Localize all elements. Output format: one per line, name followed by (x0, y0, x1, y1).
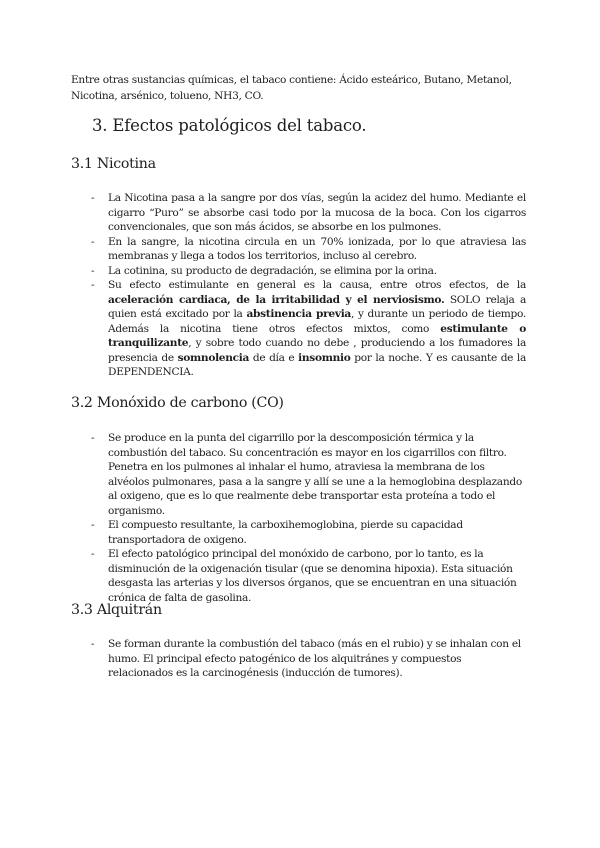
bold-text: somnolencia (177, 351, 250, 364)
bullet-dash: - (91, 638, 95, 650)
list-item (0, 431, 526, 518)
bullet-text: Su efecto estimulante en general es la causa, entre otros efectos, de la (108, 279, 526, 291)
bullet-text: , y durante un periodo de tiempo. Además la nicotina tiene otros efectos mixtos, como (108, 308, 526, 335)
bullet-text: Se forman durante la combustión del tabaco (más en el rubio) y se inhalan con el humo. El principal efecto patogénico de los alquitránes y compuestos relacionados es la carcinogénesis (inducción de tumores). (108, 638, 521, 679)
bullet-dash: - (91, 548, 95, 560)
bullet-dash: - (91, 519, 95, 531)
list-item (0, 264, 526, 279)
heading-monoxido: 3.2 Monóxido de carbono (CO) (71, 395, 284, 411)
list-item (0, 278, 526, 380)
bullet-text: SOLO relaja a quien está excitado por la (108, 293, 526, 320)
bullet-dash: - (91, 279, 95, 291)
list-item (0, 518, 526, 547)
bullet-dash: - (91, 432, 95, 444)
bold-text: abstinencia previa (246, 308, 351, 320)
nicotina-list (0, 191, 526, 380)
monoxido-list (0, 431, 526, 605)
bullet-text: El compuesto resultante, la carboxihemoglobina, pierde su capacidad transportadora de oxigeno. (108, 519, 463, 546)
bullet-text: por la noche. Y es causante de la DEPENDENCIA. (108, 351, 527, 378)
bullet-dash: - (91, 192, 95, 204)
list-item (0, 235, 526, 264)
heading-nicotina: 3.1 Nicotina (71, 156, 156, 172)
heading-alquitran: 3.3 Alquitrán (71, 602, 162, 618)
bullet-dash: - (91, 235, 95, 248)
list-item (0, 191, 526, 235)
bullet-text: La cotinina, su producto de degradación, se elimina por la orina. (108, 264, 437, 277)
bold-text: insomnio (298, 351, 351, 364)
bold-text: aceleración cardiaca, de la irritabilidad y el nerviosismo. (108, 293, 445, 306)
section-title: 3. Efectos patológicos del tabaco. (92, 116, 367, 135)
bullet-dash: - (91, 264, 95, 277)
list-item (0, 547, 526, 605)
list-item (0, 637, 526, 681)
bullet-text: En la sangre, la nicotina circula en un 70% ionizada, por lo que atraviesa las membranas y llega a todos los territorios, incluso al cerebro. (108, 235, 526, 262)
bullet-text: El efecto patológico principal del monóxido de carbono, por lo tanto, es la disminución de la oxigenación tisular (que se denomina hipoxia). Esta situación desgasta las arterias y los diversos órganos, que se encuentran en una situación crónica de falta de gasolina. (108, 548, 517, 604)
bullet-text: de día e (249, 351, 299, 364)
intro-paragraph: Entre otras sustancias químicas, el tabaco contiene: Ácido esteárico, Butano, Metanol, Nicotina, arsénico, tolueno, NH3, CO. (71, 74, 512, 102)
bullet-text: La Nicotina pasa a la sangre por dos vías, según la acidez del humo. Mediante el cigarro “Puro” se absorbe casi todo por la mucosa de la boca. Con los cigarros convencionales, que son más ácidos, se absorbe en los pulmones. (108, 192, 526, 233)
bullet-text: , y sobre todo cuando no debe , produciendo a los fumadores la presencia de (108, 337, 526, 364)
bold-text: estimulante o tranquilizante (108, 322, 526, 349)
alquitran-list (0, 637, 526, 681)
bullet-text: Se produce en la punta del cigarrillo por la descomposición térmica y la combustión del tabaco. Su concentración es mayor en los cigarrillos con filtro. Penetra en los pulmones al inhalar el humo, atraviesa la membrana de los alvéolos pulmonares, pasa a la sangre y allí se une a la hemoglobina desplazando al oxigeno, que es lo que realmente debe transportar esta proteína a todo el organismo. (108, 432, 522, 517)
